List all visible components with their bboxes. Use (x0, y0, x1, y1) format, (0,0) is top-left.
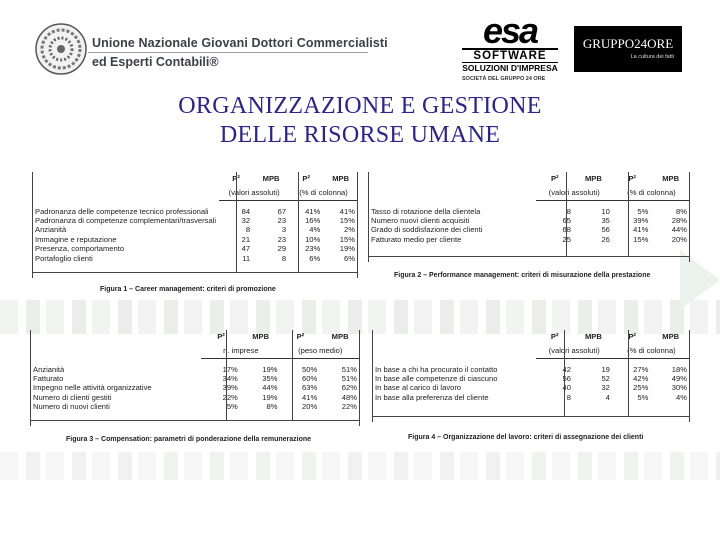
row-label: Numero di clienti gestiti (33, 392, 112, 402)
column-header: MPB (584, 332, 602, 341)
row-label: In base alla preferenza del cliente (375, 392, 489, 402)
cell-value: 25 (562, 234, 571, 244)
cell-value: 15% (339, 234, 355, 244)
column-subheader: (peso medio) (281, 344, 361, 359)
column-header: P² (628, 332, 636, 341)
figure-1-table (32, 172, 358, 263)
column-header: P² (232, 174, 240, 183)
column-header: MPB (584, 174, 602, 183)
column-subheader: (% di colonna) (613, 186, 690, 201)
cell-value: 4% (676, 392, 687, 402)
row-label: Numero di nuovi clienti (33, 402, 110, 412)
column-header: MPB (331, 332, 349, 341)
cell-value: 6% (344, 253, 355, 263)
gruppo24ore-name: GRUPPO24ORE (582, 36, 674, 51)
cell-value: 27% (633, 364, 649, 374)
column-header: P² (296, 332, 305, 341)
cell-value: 42% (633, 374, 649, 384)
cell-value: 4% (309, 225, 321, 235)
cell-value: 19 (601, 364, 610, 374)
cell-value: 32 (601, 383, 610, 393)
cell-value: 35% (262, 374, 278, 384)
cell-value: 28% (671, 216, 687, 226)
figure-3-caption: Figura 3 – Compensation: parametri di ponderazione della remunerazione (66, 436, 312, 443)
row-label: Numero nuovi clienti acquisiti (371, 216, 470, 226)
figure-2-table (368, 172, 690, 244)
row-label: In base alle competenze di ciascuno (375, 374, 498, 384)
cell-value: 15% (339, 216, 355, 226)
cell-value: 2% (344, 225, 355, 235)
column-header: MPB (662, 174, 680, 183)
cell-value: 39% (222, 383, 238, 393)
gruppo24ore-logo (574, 26, 682, 72)
column-subheader: (valori assoluti) (536, 186, 613, 201)
cell-value: 8 (566, 392, 571, 402)
row-label: Immagine e reputazione (35, 234, 117, 244)
cell-value: 23% (305, 244, 321, 254)
cell-value: 8% (266, 402, 278, 412)
row-label: Grado di soddisfazione dei clienti (371, 225, 483, 235)
cell-value: 51% (341, 374, 357, 384)
row-label: Portafoglio clienti (35, 253, 93, 263)
cell-value: 25% (633, 383, 649, 393)
column-header: P² (302, 174, 310, 183)
cell-value: 68 (562, 225, 571, 235)
figure-4-caption: Figura 4 – Organizzazione del lavoro: criteri di assegnazione dei clienti (408, 434, 644, 441)
cell-value: 44% (671, 225, 687, 235)
cell-value: 8% (676, 206, 687, 216)
row-label: In base al carico di lavoro (375, 383, 462, 393)
column-header: MPB (262, 174, 280, 183)
cell-value: 39% (633, 216, 649, 226)
column-header: MPB (252, 332, 270, 341)
esa-software-label: SOFTWARE (462, 48, 558, 62)
cell-value: 34% (222, 374, 238, 384)
cell-value: 48% (341, 392, 357, 402)
cell-value: 8 (566, 206, 571, 216)
cell-value: 5% (637, 206, 649, 216)
row-label: In base a chi ha procurato il contatto (375, 364, 498, 374)
cell-value: 17% (222, 364, 238, 374)
unione-name-line1: Unione Nazionale Giovani Dottori Commercialisti (92, 36, 388, 50)
cell-value: 32 (241, 216, 251, 226)
cell-value: 47 (241, 244, 251, 254)
esa-solutions-label: SOLUZIONI D'IMPRESA (462, 63, 558, 73)
cell-value: 29 (277, 244, 287, 254)
cell-value: 22% (222, 392, 238, 402)
cell-value: 51% (341, 364, 357, 374)
unione-emblem-icon (34, 22, 88, 76)
background-watermark-band (0, 300, 720, 334)
gruppo24ore-tagline: La cultura dei fatti (630, 54, 674, 60)
column-header: P² (628, 174, 636, 183)
esa-software-logo (462, 10, 558, 84)
cell-value: 11 (242, 253, 251, 263)
unione-name-line2: ed Esperti Contabili® (92, 55, 219, 69)
cell-value: 41% (302, 392, 318, 402)
cell-value: 23 (277, 234, 287, 244)
column-subheader: n. imprese (201, 344, 280, 359)
cell-value: 18% (671, 364, 687, 374)
esa-wordmark: esa (482, 10, 538, 51)
cell-value: 21 (241, 234, 251, 244)
column-header: MPB (662, 332, 680, 341)
figure-4-table (372, 330, 690, 402)
cell-value: 60% (302, 374, 318, 384)
cell-value: 56 (562, 374, 571, 384)
header-divider (88, 52, 368, 53)
cell-value: 19% (262, 364, 278, 374)
cell-value: 41% (633, 225, 649, 235)
cell-value: 23 (277, 216, 287, 226)
row-label: Anzianità (33, 364, 65, 374)
cell-value: 10% (305, 234, 321, 244)
cell-value: 19% (339, 244, 355, 254)
cell-value: 26 (601, 234, 610, 244)
column-subheader: (% di colonna) (613, 344, 690, 359)
column-subheader: (valori assoluti) (219, 186, 289, 201)
slide-title (0, 92, 720, 150)
cell-value: 20% (302, 402, 318, 412)
row-label: Presenza, comportamento (35, 244, 125, 254)
esa-society-label: SOCIETÀ DEL GRUPPO 24 ORE (462, 76, 546, 82)
cell-value: 42 (562, 364, 571, 374)
row-label: Padronanza di competenze complementari/trasversali (35, 216, 217, 226)
slide-title-line1: ORGANIZZAZIONE E GESTIONE (178, 93, 542, 119)
cell-value: 19% (262, 392, 278, 402)
row-label: Tasso di rotazione della clientela (371, 206, 481, 216)
cell-value: 63% (302, 383, 318, 393)
figure-1-caption: Figura 1 – Career management: criteri di promozione (100, 286, 276, 293)
cell-value: 4 (605, 392, 610, 402)
figure-3-table (30, 330, 360, 411)
cell-value: 65 (562, 216, 571, 226)
column-header: P² (217, 332, 225, 341)
column-subheader: (% di colonna) (289, 186, 358, 201)
cell-value: 20% (671, 234, 687, 244)
row-label: Fatturato medio per cliente (371, 234, 462, 244)
cell-value: 44% (262, 383, 278, 393)
cell-value: 5% (637, 392, 649, 402)
slide-title-line2: DELLE RISORSE UMANE (219, 122, 501, 148)
cell-value: 15% (633, 234, 649, 244)
cell-value: 84 (241, 206, 251, 216)
column-header: P² (550, 332, 559, 341)
cell-value: 40 (562, 383, 571, 393)
cell-value: 30% (671, 383, 687, 393)
cell-value: 10 (601, 206, 610, 216)
background-watermark-band (0, 452, 720, 480)
row-label: Fatturato (33, 374, 64, 384)
row-label: Padronanza delle competenze tecnico professionali (35, 206, 209, 216)
cell-value: 52 (601, 374, 610, 384)
cell-value: 8 (245, 225, 251, 235)
cell-value: 41% (339, 206, 355, 216)
column-header: MPB (332, 174, 350, 183)
figure-2-caption: Figura 2 – Performance management: criteri di misurazione della prestazione (394, 272, 651, 279)
cell-value: 50% (302, 364, 318, 374)
cell-value: 5% (226, 402, 238, 412)
cell-value: 22% (341, 402, 357, 412)
row-label: Anzianità (35, 225, 67, 235)
cell-value: 49% (671, 374, 687, 384)
cell-value: 3 (281, 225, 287, 235)
cell-value: 35 (601, 216, 610, 226)
cell-value: 41% (305, 206, 321, 216)
cell-value: 6% (309, 253, 321, 263)
cell-value: 67 (277, 206, 287, 216)
cell-value: 16% (305, 216, 321, 226)
row-label: Impegno nelle attività organizzative (33, 383, 152, 393)
cell-value: 62% (341, 383, 357, 393)
column-subheader: (valori assoluti) (536, 344, 613, 359)
column-header: P² (550, 174, 559, 183)
cell-value: 8 (281, 253, 287, 263)
cell-value: 56 (601, 225, 610, 235)
